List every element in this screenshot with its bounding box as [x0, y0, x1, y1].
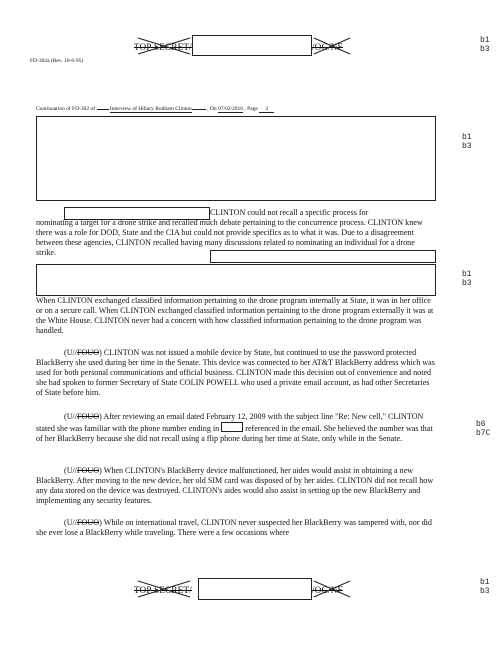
strike-x-mark — [134, 36, 194, 56]
exemption-codes-email: b6 b7C — [476, 420, 491, 438]
paragraph-blackberry-malfunction: (U//FOUO) When CLINTON's BlackBerry device malfunctioned, her aides would assist in obtaining a new BlackBerry. After moving to the new device, her old SIM card was disposed of by her aides. CLINTON did not recall how any data stored on the device was destroyed. CLINTON's aides would also assist in setting up the new BlackBerry and implementing any security features. — [36, 466, 434, 505]
redaction-box — [198, 578, 312, 600]
form-id: FD-302a (Rev. 10-6-95) — [30, 58, 84, 64]
classification-left: TOP SECRET/ — [134, 585, 193, 595]
classification-right: /OC/NF — [312, 42, 343, 52]
classification-right: /OC/NF — [312, 585, 343, 595]
redaction-block — [36, 264, 436, 296]
classification-left: TOP SECRET/ — [134, 42, 193, 52]
redaction-inline — [210, 250, 436, 263]
redaction-block — [36, 116, 436, 201]
paragraph-mobile-device: (U//FOUO) CLINTON was not issued a mobile device by State, but continued to use the password protected BlackBerry she used during her time in the Senate. This device was connected to her AT&T BlackBerry address which was used for both personal communications and official business. CLINTON made this decision out of convenience and noted she had spoken to former Secretary of State COLIN POWELL who used a private email account, as had other Secretaries of State before him. — [36, 348, 435, 397]
paragraph-international-travel: (U//FOUO) While on international travel, CLINTON never suspected her BlackBerry was tampered with, nor did she ever lose a BlackBerry while traveling. There were a few occasions where — [36, 518, 432, 537]
paragraph-new-cell-email: (U//FOUO) After reviewing an email dated February 12, 2009 with the subject line "Re: New cell," CLINTON stated she was familiar with the phone number ending in referenced in the email. She believed the number was that of her BlackBerry because she did not recall using a flip phone during her time at State, only while in the Senate. — [36, 412, 433, 443]
strike-x-mark — [134, 579, 194, 599]
exemption-codes-block1: b1 b3 — [462, 133, 472, 151]
exemption-codes-bottom: b1 b3 — [480, 578, 490, 596]
interview-subject: Interview of Hillary Rodham Clinton — [109, 106, 192, 112]
redaction-inline — [221, 422, 243, 432]
paragraph-drone-process: CLINTON could not recall a specific process for nominating a target for a drone strike and recalled much debate pertaining to the concurrence process. CLINTON knew there was a role for DOD, State and the CIA but could not provide specifics as to what it was. Due to a disagreement between these agencies, CLINTON recalled having many discussions related to nominating an individual for a drone strike. — [36, 208, 423, 257]
strike-x-mark — [312, 579, 352, 599]
exemption-codes-top: b1 b3 — [480, 36, 490, 54]
paragraph-classified-exchange: When CLINTON exchanged classified information pertaining to the drone program internally at State, it was in her office or on a secure call. When CLINTON exchanged classified information pertaining to the drone program externally it was at the White House. CLINTON never had a concern with how classified information pertaining to the drone program was handled. — [36, 296, 434, 335]
redaction-box — [192, 35, 312, 56]
interview-date: 07/02/2016 — [217, 106, 244, 112]
exemption-codes-block2: b1 b3 — [462, 270, 472, 288]
continuation-header: Continuation of FD-302 of Interview of Hillary Rodham Clinton , On 07/02/2016 , Page 3 — [36, 106, 274, 113]
page-number: 3 — [259, 106, 274, 113]
strike-x-mark — [312, 36, 352, 56]
